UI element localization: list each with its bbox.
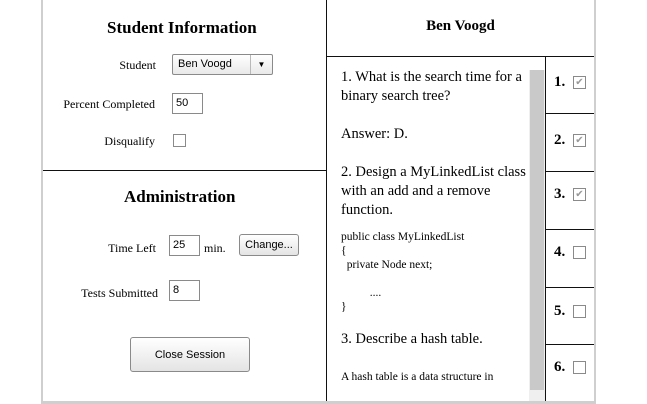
code-line: { <box>341 245 347 257</box>
answer-2-code <box>341 230 527 314</box>
close-session-button[interactable]: Close Session <box>130 337 250 372</box>
code-line: .... <box>341 287 382 299</box>
disqualify-checkbox[interactable] <box>173 134 186 147</box>
row-divider <box>546 344 594 345</box>
answer-1-text: Answer: D. <box>341 126 408 142</box>
question-number: 4. <box>554 244 566 260</box>
frame-border-right <box>594 0 596 404</box>
percent-completed-input[interactable]: 50 <box>172 93 203 114</box>
student-name-heading: Ben Voogd <box>426 18 495 34</box>
chevron-down-icon[interactable]: ▼ <box>250 55 272 74</box>
tests-submitted-input[interactable]: 8 <box>169 280 200 301</box>
row-divider <box>546 287 594 288</box>
question-4-checkbox[interactable] <box>573 246 586 259</box>
question-1-text: 1. What is the search time for a binary search tree? <box>341 69 522 104</box>
student-information-title: Student Information <box>107 18 257 37</box>
header-divider <box>327 56 594 57</box>
section-divider <box>43 170 326 171</box>
question-3-checkbox[interactable]: ✔ <box>573 188 586 201</box>
row-divider <box>546 113 594 114</box>
answer-3-text: A hash table is a data structure in <box>341 371 494 383</box>
row-divider <box>546 229 594 230</box>
question-number: 1. <box>554 74 566 90</box>
question-1-checkbox[interactable]: ✔ <box>573 76 586 89</box>
student-label: Student <box>119 58 156 72</box>
question-number: 2. <box>554 132 566 148</box>
time-unit-label: min. <box>204 241 226 255</box>
code-line <box>341 272 527 286</box>
scrollbar-thumb[interactable] <box>530 70 544 390</box>
question-2-checkbox[interactable]: ✔ <box>573 134 586 147</box>
time-left-input[interactable]: 25 <box>169 235 200 256</box>
student-select[interactable] <box>172 54 273 75</box>
question-number: 5. <box>554 303 566 319</box>
tests-submitted-label: Tests Submitted <box>81 286 158 300</box>
question-number: 6. <box>554 359 566 375</box>
code-line: public class MyLinkedList <box>341 231 465 243</box>
question-6-checkbox[interactable] <box>573 361 586 374</box>
row-divider <box>546 171 594 172</box>
column-divider <box>326 0 327 401</box>
change-button[interactable]: Change... <box>239 234 299 256</box>
question-5-checkbox[interactable] <box>573 305 586 318</box>
code-line: private Node next; <box>341 259 433 271</box>
administration-title: Administration <box>124 187 236 206</box>
answers-content <box>341 68 527 387</box>
percent-completed-label: Percent Completed <box>63 97 155 111</box>
answers-scroll-area[interactable] <box>336 60 545 401</box>
disqualify-label: Disqualify <box>104 134 155 148</box>
frame-border-left <box>41 0 43 404</box>
question-2-text: 2. Design a MyLinkedList class with an add and a remove function. <box>341 164 526 218</box>
student-select-value: Ben Voogd <box>178 58 232 70</box>
question-number: 3. <box>554 186 566 202</box>
time-left-label: Time Left <box>108 241 156 255</box>
code-line: } <box>341 301 347 313</box>
question-3-text: 3. Describe a hash table. <box>341 331 483 347</box>
